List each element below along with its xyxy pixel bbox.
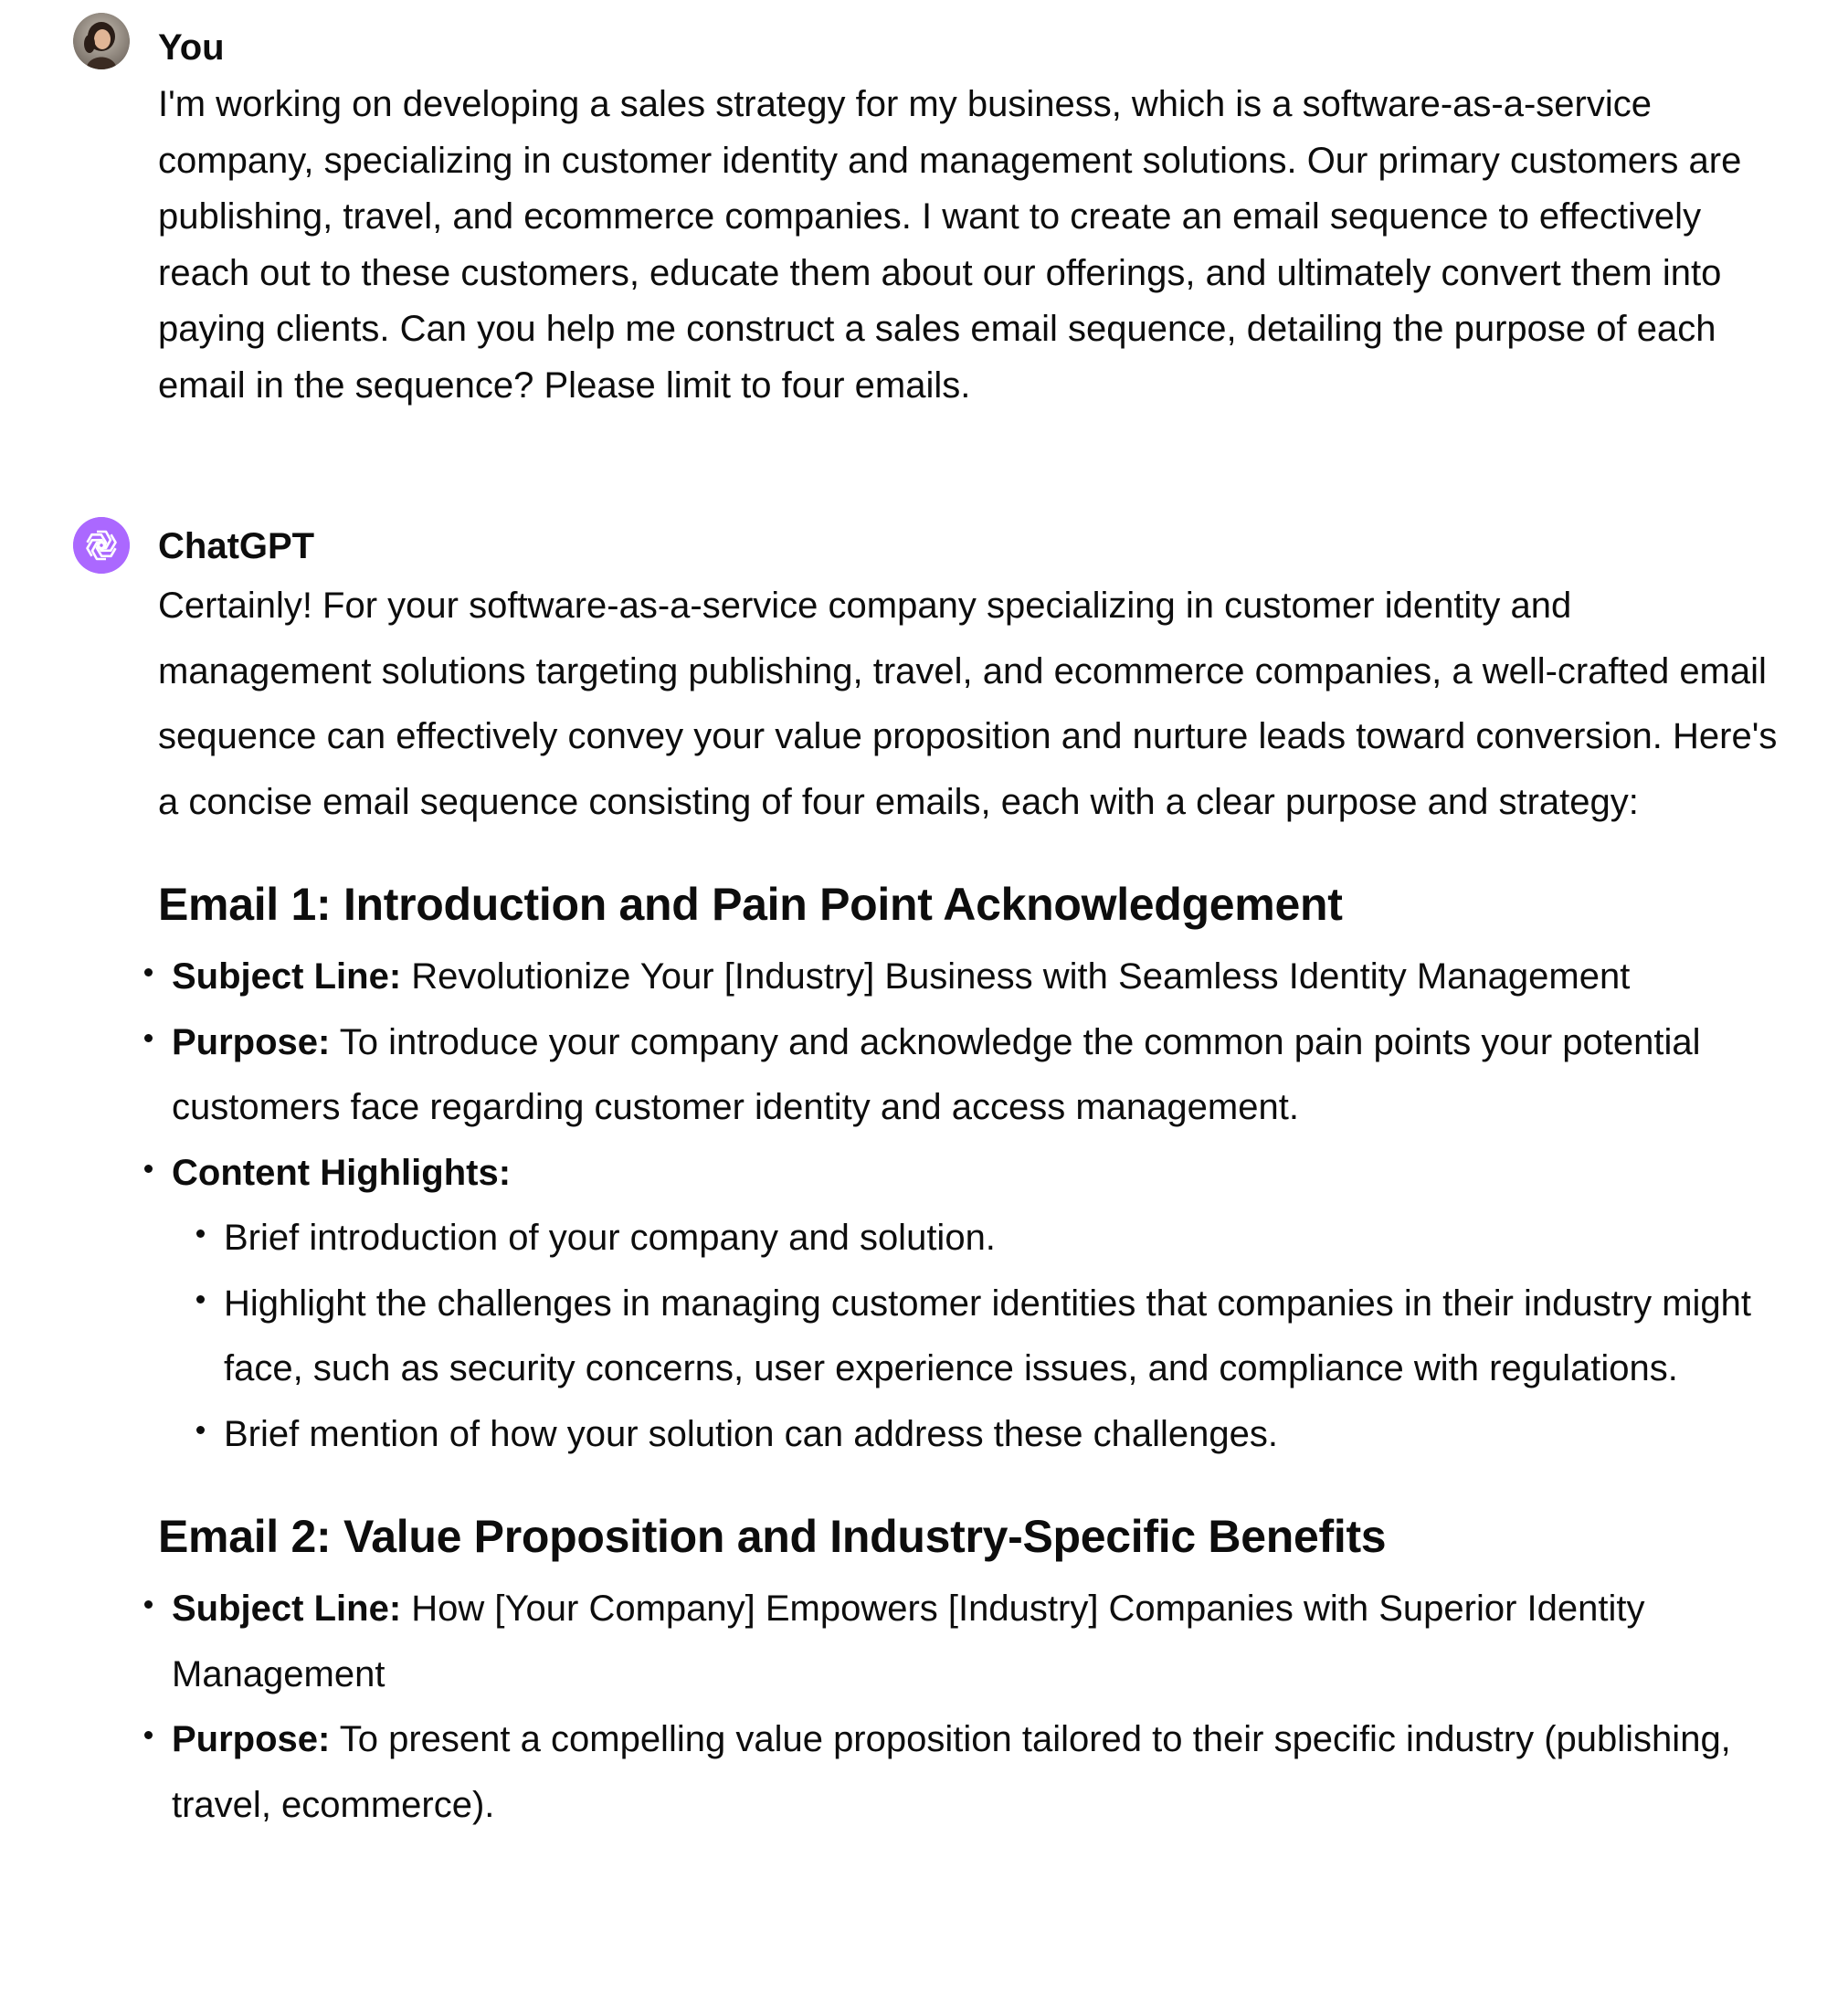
email-section: [158, 875, 1784, 1467]
content-highlights-label: Content Highlights:: [172, 1152, 512, 1193]
assistant-name: ChatGPT: [158, 526, 315, 566]
email-points: [158, 945, 1784, 1467]
subject-line-item: [158, 945, 1784, 1010]
assistant-avatar: [73, 517, 130, 574]
openai-logo-icon: [73, 517, 130, 574]
email-heading: Email 1: Introduction and Pain Point Acknowledgement: [158, 879, 1343, 930]
content-highlights-list: [172, 1206, 1784, 1467]
email-points: [158, 1577, 1784, 1838]
list-item: Brief mention of how your solution can address these challenges.: [224, 1402, 1784, 1468]
user-avatar-icon: [73, 13, 130, 69]
email-section: [158, 1507, 1784, 1838]
purpose-item: [158, 1707, 1784, 1838]
email-heading: Email 2: Value Proposition and Industry-Specific Benefits: [158, 1511, 1387, 1562]
purpose-label: Purpose:: [172, 1719, 331, 1759]
list-item: Brief introduction of your company and solution.: [224, 1206, 1784, 1272]
assistant-intro: Certainly! For your software-as-a-service company specializing in customer identity and management solutions targeting publishing, travel, and ecommerce companies, a well-crafted email sequence can effectively convey your value proposition and nurture leads toward conversion. Here's a concise email sequence consisting of four emails, each with a clear purpose and strategy:: [158, 586, 1778, 822]
subject-line-text: Revolutionize Your [Industry] Business with Seamless Identity Management: [411, 956, 1631, 997]
subject-line-label: Subject Line:: [172, 956, 402, 997]
user-avatar: [73, 13, 130, 69]
assistant-message-body: [158, 574, 1784, 1838]
purpose-item: [158, 1010, 1784, 1141]
purpose-label: Purpose:: [172, 1021, 331, 1062]
subject-line-item: [158, 1577, 1784, 1707]
purpose-text: To introduce your company and acknowledge the common pain points your potential customers face regarding customer identity and access management.: [172, 1021, 1701, 1127]
subject-line-label: Subject Line:: [172, 1589, 402, 1629]
subject-line-text: How [Your Company] Empowers [Industry] Companies with Superior Identity Management: [172, 1589, 1645, 1694]
list-item: Highlight the challenges in managing customer identities that companies in their industry might face, such as security concerns, user experience issues, and compliance with regulations.: [224, 1272, 1784, 1402]
content-highlights-item: [158, 1141, 1784, 1468]
user-message-text: I'm working on developing a sales strategy for my business, which is a software-as-a-service company, specializing in customer identity and management solutions. Our primary customers are publishing, travel, and ecommerce companies. I want to create an email sequence to effectively reach out to these customers, educate them about our offerings, and ultimately convert them into paying clients. Can you help me construct a sales email sequence, detailing the purpose of each email in the sequence? Please limit to four emails.: [158, 84, 1742, 406]
purpose-text: To present a compelling value proposition tailored to their specific industry (publishing, travel, ecommerce).: [172, 1719, 1731, 1825]
user-name: You: [158, 27, 225, 68]
